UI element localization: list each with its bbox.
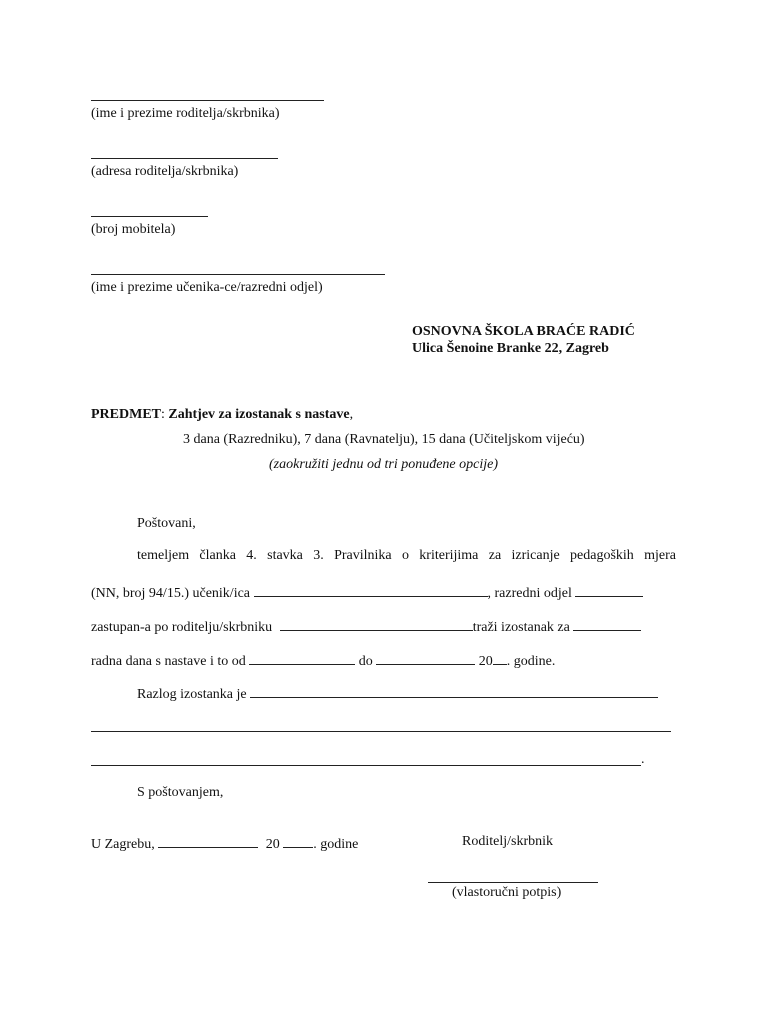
body-line-1: temeljem članka 4. stavka 3. Pravilnika o kriterijima za izricanje pedagoških mjera (137, 548, 676, 563)
reason-label: Razlog izostanka je (137, 687, 247, 702)
subject-label: PREDMET (91, 407, 161, 422)
body-line-2-text: (NN, broj 94/15.) učenik/ica (91, 586, 251, 601)
subject-instruction: (zaokružiti jednu od tri ponuđene opcije) (269, 457, 499, 472)
body-line-4 (91, 651, 555, 670)
reason-line (137, 684, 658, 703)
body-line-4-year-suffix: . godine. (506, 654, 556, 669)
parent-address-line[interactable] (91, 158, 278, 159)
body-line-3-request-text: traži izostanak za (472, 620, 570, 635)
place-date-line (91, 834, 358, 853)
parent-name-label: (ime i prezime roditelja/skrbnika) (91, 106, 280, 121)
date-to-blank[interactable] (376, 651, 475, 665)
signatory-label: Roditelj/skrbnik (462, 834, 553, 849)
mobile-number-line[interactable] (91, 216, 208, 217)
student-name-blank[interactable] (254, 583, 488, 597)
year-blank[interactable] (493, 651, 507, 665)
days-count-blank[interactable] (573, 617, 641, 631)
school-name: OSNOVNA ŠKOLA BRAĆE RADIĆ (412, 324, 635, 339)
subject-line (91, 407, 353, 423)
body-line-3-text: zastupan-a po roditelju/skrbniku (91, 620, 273, 635)
class-blank[interactable] (575, 583, 643, 597)
signature-line[interactable] (428, 882, 598, 883)
guardian-blank[interactable] (280, 617, 473, 631)
student-name-line[interactable] (91, 274, 385, 275)
subject-options: 3 dana (Razredniku), 7 dana (Ravnatelju), 15 dana (Učiteljskom vijeću) (183, 432, 585, 447)
body-line-4-text: radna dana s nastave i to od (91, 654, 246, 669)
subject-title: Zahtjev za izostanak s nastave (168, 407, 350, 422)
mobile-number-label: (broj mobitela) (91, 222, 176, 237)
body-line-2-class-text: , razredni odjel (487, 586, 572, 601)
date-from-blank[interactable] (249, 651, 355, 665)
reason-blank[interactable] (250, 684, 658, 698)
greeting: Poštovani, (137, 516, 196, 531)
body-line-3 (91, 617, 641, 636)
parent-name-line[interactable] (91, 100, 324, 101)
place-label: U Zagrebu, (91, 837, 155, 852)
body-line-2 (91, 583, 643, 602)
footer-year-suffix: . godine (313, 837, 359, 852)
footer-year-blank[interactable] (283, 834, 313, 848)
footer-year-prefix: 20 (265, 837, 280, 852)
student-name-label: (ime i prezime učenika-ce/razredni odjel) (91, 280, 323, 295)
school-address: Ulica Šenoine Branke 22, Zagreb (412, 341, 609, 356)
subject-colon: : (161, 407, 165, 422)
subject-comma: , (349, 407, 354, 422)
closing: S poštovanjem, (137, 785, 224, 800)
date-blank[interactable] (158, 834, 258, 848)
reason-continuation-line-1[interactable] (91, 731, 671, 732)
reason-period: . (641, 752, 645, 767)
reason-continuation-line-2[interactable] (91, 765, 641, 766)
signature-label: (vlastoručni potpis) (452, 885, 562, 900)
body-line-4-year-prefix: 20 (478, 654, 493, 669)
body-line-4-to: do (358, 654, 373, 669)
parent-address-label: (adresa roditelja/skrbnika) (91, 164, 239, 179)
